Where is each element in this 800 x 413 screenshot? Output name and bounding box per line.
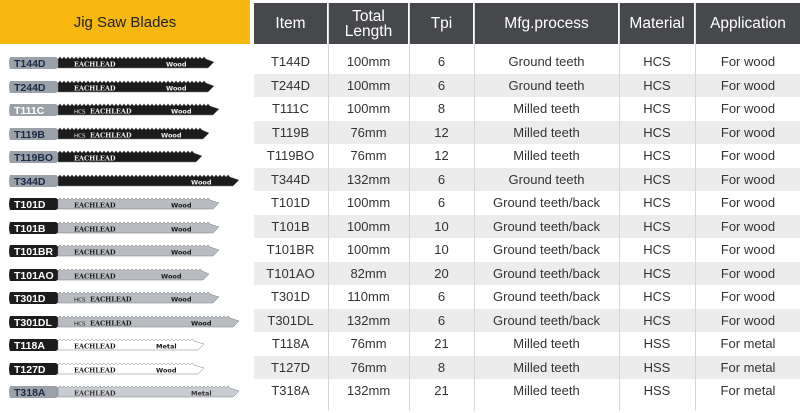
blade-code-label: T144D <box>14 58 46 70</box>
table-row <box>254 262 800 286</box>
blade-graphic <box>8 243 233 259</box>
cell-tpi: 12 <box>434 124 449 140</box>
blade-graphic <box>8 314 253 330</box>
table-row <box>254 309 800 333</box>
cell-length: 110mm <box>347 289 390 305</box>
cell-application: For wood <box>720 101 776 117</box>
blade-use-label: Wood <box>171 225 192 233</box>
cell-application: For wood <box>720 148 776 164</box>
blade-brand-label: EACHLEAD <box>90 319 132 327</box>
blade-graphic <box>8 267 223 283</box>
cell-application: For wood <box>720 171 776 187</box>
cell-material: HCS <box>643 171 671 187</box>
column-divider <box>619 3 620 411</box>
blade-t244d <box>8 79 228 95</box>
cell-mfg-process: Ground teeth/back <box>493 289 600 305</box>
column-divider <box>328 3 329 411</box>
cell-length: 82mm <box>350 265 387 281</box>
cell-mfg-process: Ground teeth <box>508 77 585 93</box>
table-row <box>254 332 800 356</box>
cell-item: T101BR <box>266 242 315 258</box>
cell-item: T301DL <box>267 312 314 328</box>
blade-brand-label: EACHLEAD <box>74 84 116 92</box>
blades-panel-title: Jig Saw Blades <box>0 0 250 44</box>
header-mfg-process: Mfg.process <box>475 3 618 44</box>
blade-brand-label: EACHLEAD <box>74 342 116 351</box>
cell-application: For wood <box>720 312 776 328</box>
blade-graphic <box>8 55 228 71</box>
blade-body <box>58 174 239 185</box>
blade-code-label: T101AO <box>14 269 54 282</box>
cell-mfg-process: Ground teeth/back <box>493 265 600 281</box>
header-total-length-line2: Length <box>344 22 393 40</box>
cell-tpi: 6 <box>437 289 446 305</box>
blades-panel <box>0 0 250 413</box>
cell-tpi: 8 <box>437 359 446 375</box>
blade-code-label: T301DL <box>14 316 52 329</box>
cell-mfg-process: Ground teeth/back <box>493 218 600 234</box>
cell-material: HCS <box>643 265 671 281</box>
cell-item: T101AO <box>266 265 315 281</box>
cell-material: HCS <box>643 289 671 305</box>
table-row <box>254 168 800 192</box>
cell-length: 100mm <box>346 101 391 117</box>
cell-tpi: 6 <box>437 312 446 328</box>
cell-item: T119BO <box>266 148 315 164</box>
blade-graphic <box>8 337 218 353</box>
cell-mfg-process: Ground teeth/back <box>493 312 600 328</box>
blade-t301d <box>8 290 233 306</box>
blade-use-label: Metal <box>156 342 177 351</box>
header-item: Item <box>254 3 327 44</box>
blade-t118a <box>8 337 218 353</box>
cell-length: 76mm <box>350 359 387 375</box>
header-total-length <box>329 3 408 44</box>
cell-item: T127D <box>270 359 311 375</box>
blade-t301dl <box>8 314 253 330</box>
table-row <box>254 50 800 74</box>
cell-mfg-process: Milled teeth <box>513 101 580 117</box>
blade-brand-label: EACHLEAD <box>74 225 116 233</box>
cell-material: HCS <box>643 148 671 164</box>
cell-application: For wood <box>720 242 776 258</box>
table-row <box>254 356 800 380</box>
cell-tpi: 21 <box>434 383 449 399</box>
blade-code-label: T301D <box>14 293 46 305</box>
blade-code-label: T101BR <box>14 246 54 258</box>
blade-t101br <box>8 243 233 259</box>
cell-mfg-process: Milled teeth <box>513 359 580 375</box>
cell-material: HCS <box>643 54 671 70</box>
blade-t119b <box>8 126 223 142</box>
blade-use-label: Wood <box>191 178 212 186</box>
cell-mfg-process: Milled teeth <box>513 336 580 352</box>
header-total-length-line1: Total <box>352 7 385 25</box>
blade-material-label: HCS <box>74 109 86 116</box>
cell-length: 76mm <box>350 148 387 164</box>
blade-graphic <box>8 196 233 212</box>
cell-tpi: 10 <box>434 242 449 258</box>
cell-material: HSS <box>643 383 671 399</box>
blade-brand-label: EACHLEAD <box>90 107 132 116</box>
cell-item: T318A <box>271 383 310 399</box>
cell-tpi: 10 <box>434 218 449 234</box>
blade-brand-label: EACHLEAD <box>74 389 116 398</box>
blade-code-label: T101D <box>14 199 46 211</box>
blade-brand-label: EACHLEAD <box>90 131 132 139</box>
blade-brand-label: EACHLEAD <box>74 366 116 374</box>
blade-t111c <box>8 102 233 118</box>
blade-graphic <box>8 149 216 165</box>
blade-t127d <box>8 361 218 377</box>
cell-item: T244D <box>270 77 311 93</box>
blade-t101ao <box>8 267 223 283</box>
cell-material: HSS <box>643 359 671 375</box>
blade-use-label: Wood <box>171 295 192 304</box>
cell-tpi: 8 <box>437 101 446 117</box>
blade-use-label: Wood <box>171 248 192 257</box>
table-row <box>254 74 800 98</box>
column-divider <box>474 3 475 411</box>
blade-use-label: Wood <box>156 366 177 374</box>
cell-application: For wood <box>720 218 776 234</box>
cell-application: For wood <box>720 265 776 281</box>
blade-brand-label: EACHLEAD <box>74 272 116 280</box>
cell-tpi: 6 <box>437 195 446 211</box>
blade-code-label: T119BO <box>14 152 54 164</box>
cell-length: 100mm <box>346 77 391 93</box>
blade-code-label: T111C <box>14 105 45 117</box>
cell-application: For wood <box>720 289 776 305</box>
column-divider <box>409 3 410 411</box>
table-row <box>254 121 800 145</box>
blade-graphic <box>8 79 228 95</box>
cell-length: 100mm <box>346 54 391 70</box>
blade-graphic <box>8 290 233 306</box>
table-row <box>254 379 800 403</box>
blade-graphic <box>8 220 233 236</box>
blade-code-label: T318A <box>14 387 46 399</box>
table-row <box>254 215 800 239</box>
cell-length: 76mm <box>350 336 387 352</box>
cell-tpi: 6 <box>437 77 446 93</box>
cell-mfg-process: Milled teeth <box>513 148 580 164</box>
cell-application: For wood <box>720 77 776 93</box>
cell-material: HCS <box>643 312 671 328</box>
blade-material-label: HCS <box>74 133 86 139</box>
cell-mfg-process: Milled teeth <box>513 383 580 399</box>
cell-mfg-process: Milled teeth <box>513 124 580 140</box>
cell-length: 100mm <box>346 242 391 258</box>
cell-material: HCS <box>643 124 671 140</box>
blade-use-label: Wood <box>161 131 182 139</box>
blade-use-label: Wood <box>171 201 192 210</box>
blade-use-label: Wood <box>191 319 212 327</box>
blade-code-label: T101B <box>14 222 46 235</box>
blade-code-label: T127D <box>14 363 46 376</box>
blade-brand-label: EACHLEAD <box>74 60 116 69</box>
blade-graphic <box>8 384 253 400</box>
blade-use-label: Wood <box>171 107 192 116</box>
blade-t101b <box>8 220 233 236</box>
blade-material-label: HCS <box>74 297 86 304</box>
cell-material: HCS <box>643 218 671 234</box>
blade-material-label: HCS <box>74 321 86 327</box>
blade-code-label: T344D <box>14 175 46 188</box>
header-tpi: Tpi <box>410 3 473 44</box>
blade-t318a <box>8 384 253 400</box>
blade-t344d <box>8 173 253 189</box>
cell-tpi: 6 <box>437 171 446 187</box>
cell-application: For wood <box>720 124 776 140</box>
blade-brand-label: EACHLEAD <box>74 201 116 210</box>
cell-application: For metal <box>720 359 776 375</box>
cell-length: 132mm <box>346 383 391 399</box>
cell-material: HSS <box>643 336 671 352</box>
cell-mfg-process: Ground teeth <box>508 54 585 70</box>
blade-graphic <box>8 173 253 189</box>
blade-use-label: Metal <box>191 389 212 398</box>
specs-table <box>254 0 800 413</box>
blade-graphic <box>8 361 218 377</box>
cell-tpi: 12 <box>434 148 449 164</box>
cell-length: 100mm <box>346 195 391 211</box>
blade-code-label: T119B <box>14 128 45 141</box>
cell-tpi: 6 <box>437 54 446 70</box>
cell-tpi: 20 <box>434 265 449 281</box>
blade-graphic <box>8 126 223 142</box>
cell-tpi: 21 <box>434 336 449 352</box>
blade-use-label: Wood <box>161 272 182 280</box>
header-material: Material <box>620 3 694 44</box>
blade-t144d <box>8 55 228 71</box>
blade-t101d <box>8 196 233 212</box>
blade-t119bo <box>8 149 216 165</box>
cell-length: 76mm <box>350 124 387 140</box>
blade-brand-label: EACHLEAD <box>74 248 116 257</box>
cell-material: HCS <box>643 195 671 211</box>
blade-brand-label: EACHLEAD <box>74 154 116 163</box>
blade-brand-label: EACHLEAD <box>90 295 132 304</box>
cell-material: HCS <box>643 242 671 258</box>
cell-item: T301D <box>270 289 311 305</box>
cell-item: T344D <box>270 171 311 187</box>
blade-code-label: T118A <box>14 340 45 352</box>
cell-material: HCS <box>643 101 671 117</box>
blade-graphic <box>8 102 233 118</box>
cell-item: T101D <box>270 195 311 211</box>
table-row <box>254 191 800 215</box>
cell-application: For wood <box>720 195 776 211</box>
cell-mfg-process: Ground teeth <box>508 171 585 187</box>
cell-item: T118A <box>271 336 310 352</box>
table-row <box>254 285 800 309</box>
cell-item: T101B <box>271 218 310 234</box>
cell-mfg-process: Ground teeth/back <box>493 195 600 211</box>
cell-length: 132mm <box>346 171 391 187</box>
header-application: Application <box>696 3 800 44</box>
cell-application: For metal <box>720 336 776 352</box>
table-row <box>254 97 800 121</box>
table-row <box>254 238 800 262</box>
cell-length: 100mm <box>346 218 391 234</box>
column-divider <box>695 3 696 411</box>
cell-material: HCS <box>643 77 671 93</box>
cell-item: T119B <box>271 124 310 140</box>
blade-use-label: Wood <box>166 60 187 69</box>
cell-item: T144D <box>270 54 311 70</box>
table-row <box>254 144 800 168</box>
cell-application: For wood <box>720 54 776 70</box>
cell-length: 132mm <box>346 312 391 328</box>
blade-use-label: Wood <box>166 84 187 92</box>
cell-item: T111C <box>271 101 310 117</box>
blade-code-label: T244D <box>14 81 46 94</box>
cell-mfg-process: Ground teeth/back <box>493 242 600 258</box>
cell-application: For metal <box>720 383 776 399</box>
